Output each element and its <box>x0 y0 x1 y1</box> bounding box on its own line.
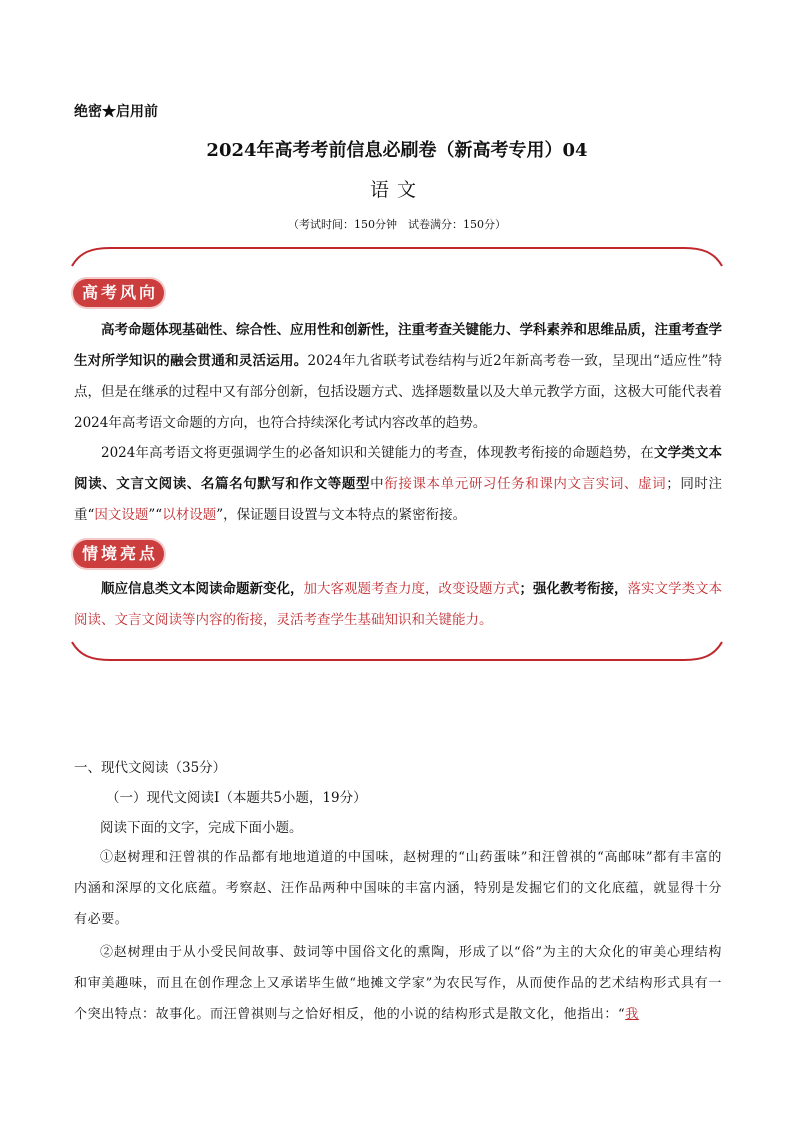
trend-p2-a: 2024年高考语文将更强调学生的必备知识和关键能力的考查，体现教考衔接的命题趋势，在 <box>101 445 654 461</box>
trend-paragraph-2 <box>74 438 722 531</box>
exam-info: （考试时间：150分钟 试卷满分：150分） <box>288 218 506 231</box>
highlight-b: 加大客观题考查力度，改变设题方式 <box>303 581 520 597</box>
passage-paragraph-2 <box>74 937 722 1030</box>
passage-paragraph-1: ①赵树理和汪曾祺的作品都有地地道道的中国味，赵树理的“山药蛋味”和汪曾祺的“高邮味”都有丰富的内涵和深厚的文化底蕴。考察赵、汪作品两种中国味的丰富内涵，特别是发掘它们的文化底蕴，就显得十分有必要。 <box>74 850 722 927</box>
reading-instruction: 阅读下面的文字，完成下面小题。 <box>100 820 303 836</box>
trend-p2-d: 衔接课本单元研习任务和课内文言实词、虚词 <box>384 476 667 492</box>
frame-bottom-curve <box>72 642 722 660</box>
highlight-c: ；强化教考衔接， <box>519 581 628 597</box>
passage-p2-main: ②赵树理由于从小受民间故事、鼓词等中国俗文化的熏陶，形成了以“俗”为主的大众化的审美心理结构和审美趣味，而且在创作理念上又承诺毕生做“地摊文学家”为农民写作，从而使作品的艺术结构形式具有一个突出特点：故事化。而汪曾祺则与之恰好相反，他的小说的结构形式是散文化，他指出：“ <box>74 945 722 1022</box>
section-subheading: （一）现代文阅读Ⅰ（本题共5小题，19分） <box>106 790 367 806</box>
subject-title: 语文 <box>369 179 424 201</box>
trend-p2-h: 以材设题 <box>162 507 217 523</box>
page-title: 2024年高考考前信息必刷卷（新高考专用）04 <box>206 140 588 161</box>
trend-p2-c: 中 <box>370 476 385 492</box>
frame-top-curve <box>72 248 722 266</box>
trend-p2-f: 因文设题 <box>94 507 149 523</box>
highlight-paragraph <box>74 574 722 636</box>
passage-p2-tail: 我 <box>625 1007 639 1022</box>
trend-paragraph-1 <box>74 315 722 439</box>
trend-p2-g: ”“ <box>148 507 163 523</box>
trend-p1-normal: 2024年九省联考试卷结构与近2年新高考卷一致，呈现出“适应性”特点，但是在继承的过程中又有部分创新，包括设题方式、选择题数量以及大单元教学方面，这极大可能代表着2024年高考语文命题的方向，也符合持续深化考试内容改革的趋势。 <box>74 353 723 431</box>
trend-p2-e: ；同时注重“ <box>74 476 723 523</box>
badge-trend: 高考风向 <box>73 279 164 307</box>
badge-highlight: 情境亮点 <box>73 540 164 568</box>
highlight-d: 落实文学类文本阅读、文言文阅读等内容的衔接，灵活考查学生基础知识和关键能力。 <box>74 581 722 628</box>
highlight-a: 顺应信息类文本阅读命题新变化， <box>101 581 304 597</box>
confidential-label: 绝密★启用前 <box>74 104 158 120</box>
trend-p2-b: 文学类文本阅读、文言文阅读、名篇名句默写和作文等题型 <box>74 445 723 492</box>
trend-p2-i: ”，保证题目设置与文本特点的紧密衔接。 <box>216 507 467 523</box>
trend-p1-bold: 高考命题体现基础性、综合性、应用性和创新性，注重考查关键能力、学科素养和思维品质，注重考查学生对所学知识的融会贯通和灵活运用。 <box>74 322 722 369</box>
section-heading: 一、现代文阅读（35分） <box>74 760 227 776</box>
